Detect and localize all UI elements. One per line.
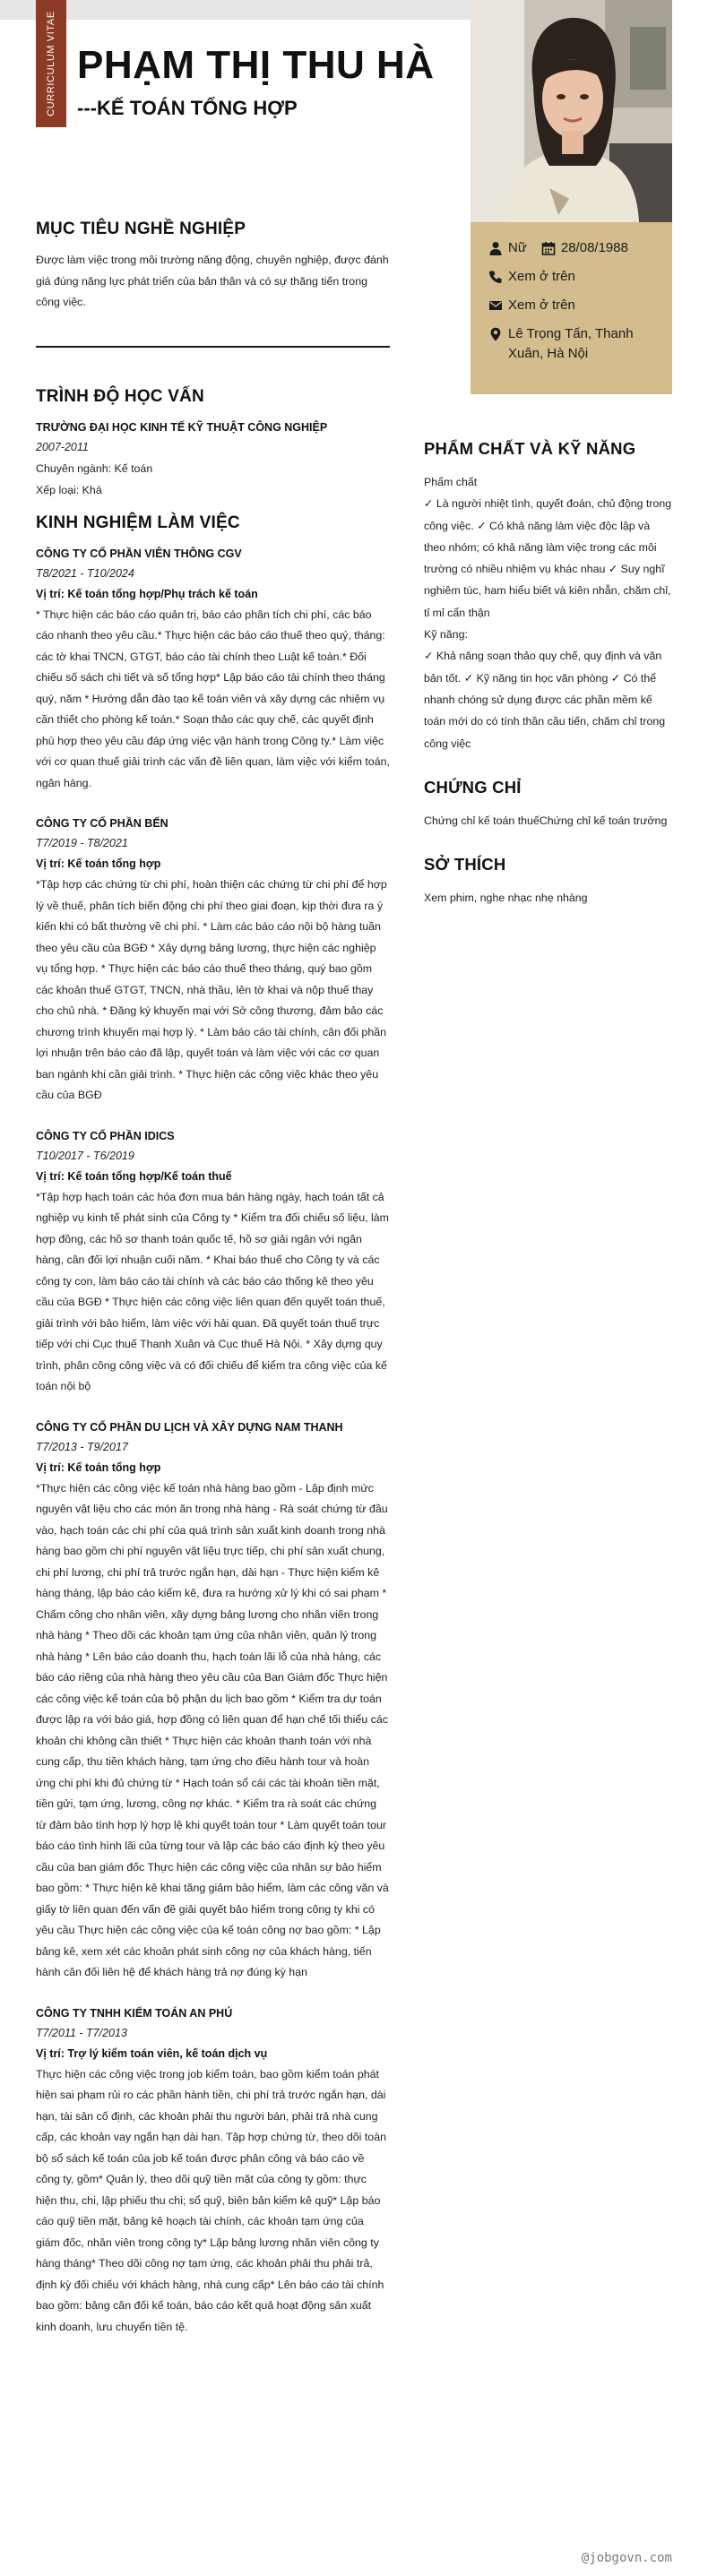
job-company: CÔNG TY CỔ PHẦN IDICS xyxy=(36,1129,175,1142)
top-bar xyxy=(0,0,471,20)
candidate-name: PHẠM THỊ THU HÀ xyxy=(77,43,435,87)
hobbies-section xyxy=(424,855,673,909)
skills-label: Kỹ năng: xyxy=(424,628,468,642)
gender-value: Nữ xyxy=(508,240,527,255)
job-company: CÔNG TY CỔ PHẦN VIÊN THÔNG CGV xyxy=(36,547,242,560)
hobbies-title: SỞ THÍCH xyxy=(424,855,506,874)
objective-title: MỤC TIÊU NGHỀ NGHIỆP xyxy=(36,220,246,238)
job-position: Vị trí: Trợ lý kiểm toán viên, kế toán dịch vụ xyxy=(36,2046,268,2060)
objective-text: Được làm việc trong môi trường năng động, chuyên nghiệp, được đánh giá đúng năng lực phát triển của bản thân và có sự thăng tiến trong công việc. xyxy=(36,254,389,308)
address-row xyxy=(488,324,663,364)
education-period: 2007-2011 xyxy=(36,440,89,453)
certificates-text: Chứng chỉ kế toán thuếChứng chỉ kế toán trưởng xyxy=(424,814,668,827)
job-position: Vị trí: Kế toán tổng hợp xyxy=(36,857,161,870)
job-position: Vị trí: Kế toán tổng hợp/Phụ trách kế toán xyxy=(36,587,258,600)
job-period: T7/2013 - T9/2017 xyxy=(36,1440,128,1453)
experience-title: KINH NGHIỆM LÀM VIỆC xyxy=(36,513,240,532)
education-major: Chuyên ngành: Kế toán xyxy=(36,461,153,475)
calendar-icon xyxy=(541,241,556,255)
job-company: CÔNG TY CỔ PHẦN BẾN xyxy=(36,817,168,830)
person-icon xyxy=(488,241,503,255)
job-entry xyxy=(36,544,390,795)
job-title: ---KẾ TOÁN TỔNG HỢP xyxy=(77,97,298,119)
certificates-section xyxy=(424,778,673,831)
phone-icon xyxy=(488,270,503,284)
profile-photo-illustration xyxy=(471,0,672,222)
experience-section xyxy=(36,513,390,2339)
qualities-section xyxy=(424,439,673,754)
qualities-title: PHẨM CHẤT VÀ KỸ NĂNG xyxy=(424,439,636,458)
side-column xyxy=(424,439,673,932)
job-period: T10/2017 - T6/2019 xyxy=(36,1149,134,1162)
phone-value: Xem ở trên xyxy=(508,269,575,284)
section-divider xyxy=(36,346,390,348)
certificates-title: CHỨNG CHỈ xyxy=(424,777,522,797)
job-period: T7/2011 - T7/2013 xyxy=(36,2026,127,2039)
email-row xyxy=(488,296,663,315)
job-entry xyxy=(36,1126,390,1398)
curriculum-vitae-tab xyxy=(36,0,66,127)
education-grade: Xếp loại: Khá xyxy=(36,483,102,496)
qualities-text: ✓ Là người nhiệt tình, quyết đoán, chủ động trong công việc. ✓ Có khả năng làm việc độc lập và theo nhóm; có khả năng làm việc trong các môi trường có nhiều nhiệm vụ khác nhau ✓ Suy nghĩ nghiêm túc, ham hiểu biết và kiên nhẫn, chăm chỉ, tỉ mỉ cẩn thận xyxy=(424,497,672,619)
address-value: Lê Trọng Tấn, Thanh Xuân, Hà Nội xyxy=(508,326,634,361)
envelope-icon xyxy=(488,298,503,313)
hobbies-text: Xem phim, nghe nhạc nhẹ nhàng xyxy=(424,892,588,905)
gender-birthday-row xyxy=(488,238,663,258)
job-description: * Thực hiện các báo cáo quản trị, báo cáo phân tích chi phí, các báo cáo nhanh theo yêu cầu.* Thực hiện các báo cáo thuế theo quý, tháng: các tờ khai TNCN, GTGT, báo cáo tài chính theo Luật kế toán.* Đối chiếu số sách chi tiết và số tổng hợp* Lập báo cáo tài chính theo tháng quý, năm * Hướng dẫn đào tạo kế toán viên và xây dựng các nhiệm vụ cần thiết cho phòng kế toán.* Soạn thảo các quy chế, các quyết định phù hợp theo yêu cầu đáp ứng việc vận hành trong Công ty.* Làm việc với cơ quan thuế giải trình các vấn đề liên quan, làm việc với kiểm toán, ngân hàng. xyxy=(36,607,390,789)
job-company: CÔNG TY TNHH KIỂM TOÁN AN PHÚ xyxy=(36,2006,233,2020)
job-entry xyxy=(36,1417,390,1984)
profile-panel xyxy=(471,0,672,394)
skills-text: ✓ Khả năng soạn thảo quy chế, quy định và văn bản tốt. ✓ Kỹ năng tin học văn phòng ✓ Có thể nhanh chóng sử dụng được các phần mềm kế toán mới do có tính thần cầu tiến, chăm chỉ trong công việc xyxy=(424,650,666,750)
phone-row xyxy=(488,267,663,287)
job-entry xyxy=(36,814,390,1107)
contact-info xyxy=(488,238,663,373)
job-description: *Tập hợp các chứng từ chi phí, hoàn thiện các chứng từ chi phí để hợp lý về thuế, phân tích biến động chi phí theo giai đoạn, kịp thời đưa ra ý kiến khi có bất thường về chi phí. * Làm các báo cáo nội bộ hàng tuần theo yêu cầu của BGĐ * Xây dựng bảng lương, thực hiện các nghiệp vụ tổng hợp. * Thực hiện các báo cáo thuế theo tháng, quý bao gồm các khoản thuế GTGT, TNCN, nhà thầu, lên tờ khai và nộp thuế thay cho chủ nhà. * Đăng ký khuyến mại với Sở công thương, đảm bảo các chương trình khuyến mại hợp lý. * Làm báo cáo tài chính, cân đối phần lợi nhuận trên báo cáo đã lập, quyết toán và làm việc với các cơ quan ban ngành khi cần giải trình. * Thực hiện các công việc khác theo yêu cầu của BGĐ xyxy=(36,878,387,1101)
job-entry xyxy=(36,2003,390,2339)
profile-photo xyxy=(471,0,672,222)
gender-item xyxy=(488,238,527,258)
job-position: Vị trí: Kế toán tổng hợp/Kế toán thuế xyxy=(36,1169,232,1183)
birthday-item xyxy=(541,238,628,258)
education-section xyxy=(36,387,390,501)
location-pin-icon xyxy=(488,327,503,341)
job-company: CÔNG TY CỔ PHẦN DU LỊCH VÀ XÂY DỰNG NAM THANH xyxy=(36,1420,343,1434)
job-description: Thực hiện các công việc trong job kiểm toán, bao gồm kiểm toán phát hiện sai phạm rủi ro các phần hành tiền, chi phí trả trước ngắn hạn, dài hạn, tài sản cố định, các khoản phải thu người bán, phải trả nhà cung cấp, các khoản vay ngắn hạn dài hạn. Tập hợp chứng từ, theo dõi toàn bộ sổ sách kế toán của job kế toán được phân công và báo cáo về công ty, gồm* Quản lý, theo dõi quỹ tiền mặt của công ty gồm: thực hiện thu, chi, lập phiếu thu chi; sổ quỹ, biên bản kiểm kê quỹ* Lập báo cáo quỹ tiền mặt, bảng kê hoạch tài chính, các khoản tạm ứng của giám đốc, nhân viên trong công ty* Lập bảng lương nhân viên công ty hàng tháng* Theo dõi công nợ tạm ứng, các khoản phải thu phải trả, định kỳ đối chiếu với khách hàng, nhà cung cấp* Lên báo cáo tài chính bao gồm: bảng cân đối kế toán, báo cáo kết quả hoạt động sản xuất kinh doanh, lưu chuyển tiền tệ. xyxy=(36,2067,386,2333)
tab-label: CURRICULUM VITAE xyxy=(46,11,56,116)
email-value: Xem ở trên xyxy=(508,297,575,313)
watermark: @jobgovn.com xyxy=(581,2551,672,2565)
qualities-label: Phẩm chất xyxy=(424,476,478,488)
education-title: TRÌNH ĐỘ HỌC VẤN xyxy=(36,386,204,406)
birthday-value: 28/08/1988 xyxy=(560,240,628,255)
education-school: TRƯỜNG ĐẠI HỌC KINH TẾ KỸ THUẬT CÔNG NGHIỆP xyxy=(36,420,328,434)
job-description: *Thực hiện các công việc kế toán nhà hàng bao gồm - Lập định mức nguyên vật liệu cho các món ăn trong nhà hàng - Rà soát chứng từ đầu vào, hạch toán các chi phí của quá trình sản xuất kinh doanh trong nhà hàng bao gồm chi phí nguyên vật liệu trực tiếp, chi phí sản xuất chung, chi phí lương, chi phí trả trước ngắn hạn, dài hạn - Thực hiện kiểm kê hàng tháng, lập báo cáo kiểm kê, đưa ra hướng xử lý khi có sai phạm * Chấm công cho nhân viên, xây dựng bảng lương cho nhân viên trong nhà hàng * Theo dõi các khoản tạm ứng của nhân viên, quản lý trong nhà hàng * Lên báo cáo doanh thu, hạch toán lãi lỗ của nhà hàng, các báo cáo riêng của nhà hàng theo yêu cầu của Ban Giám đốc Thực hiện các công việc kế toán của bộ phận du lịch bao gồm * Kiểm tra dự toán được lập ra với báo giá, hợp đồng có liên quan để hạn chế tối thiểu các khoản chi không cần thiết * Thực hiện các khoản thanh toán với nhà cung cấp, thu tiền khách hàng, tạm ứng cho điều hành tour và hoàn ứng chi phí khi đủ chứng từ * Hạch toán sổ cái các tài khoản tiền mặt, tiền gửi, tạm ứng, lương, công nợ khác. * Kiểm tra rà soát các chứng từ đảm bảo tính hợp lý hợp lệ khi quyết toán tour * Làm quyết toán tour báo cáo tình hình lãi của từng tour và lập các báo cáo định kỳ theo yêu cầu của ban giám đốc Thực hiện các công việc của nhân sự bảo hiểm bao gồm: * Thực hiện kê khai tăng giảm bảo hiểm, làm các công văn và giấy tờ liên quan đến vấn đề giải quyết bảo hiểm trong công ty khi có yêu cầu Thực hiện các công việc của kế toán công nợ bao gồm: * Lập bảng kê, xem xét các khoản phát sinh công nợ của khách hàng, tiến hành cân đối liên hệ để khách hàng trả nợ đúng kỳ hạn xyxy=(36,1481,389,1978)
job-position: Vị trí: Kế toán tổng hợp xyxy=(36,1460,161,1474)
job-period: T8/2021 - T10/2024 xyxy=(36,566,134,580)
job-description: *Tập hợp hạch toán các hóa đơn mua bán hàng ngày, hạch toán tất cả nghiệp vụ kinh tế phát sinh của Công ty * Kiểm tra đối chiếu số liệu, làm hợp đồng, các hồ sơ thanh toán quốc tế, hồ sơ giải ngân với ngân hàng, cân đối lợi nhuận cuối năm. * Khai báo thuế cho Công ty và các công ty con, làm báo cáo tài chính và các báo cáo thống kê theo yêu cầu của BGĐ * Thực hiện các công việc liên quan đến quyết toán thuế, giải trình với bảo hiểm, làm việc với hải quan. Đã quyết toán thuế trực tiếp với chi Cục thuế Thanh Xuân và Cục thuế Hà Nội. * Xây dựng quy trình, phân công công việc và có đối chiếu để kiểm tra công việc của kế toán nội bộ xyxy=(36,1190,389,1392)
objective-section xyxy=(36,220,390,314)
job-period: T7/2019 - T8/2021 xyxy=(36,837,128,849)
main-column xyxy=(36,220,390,2345)
